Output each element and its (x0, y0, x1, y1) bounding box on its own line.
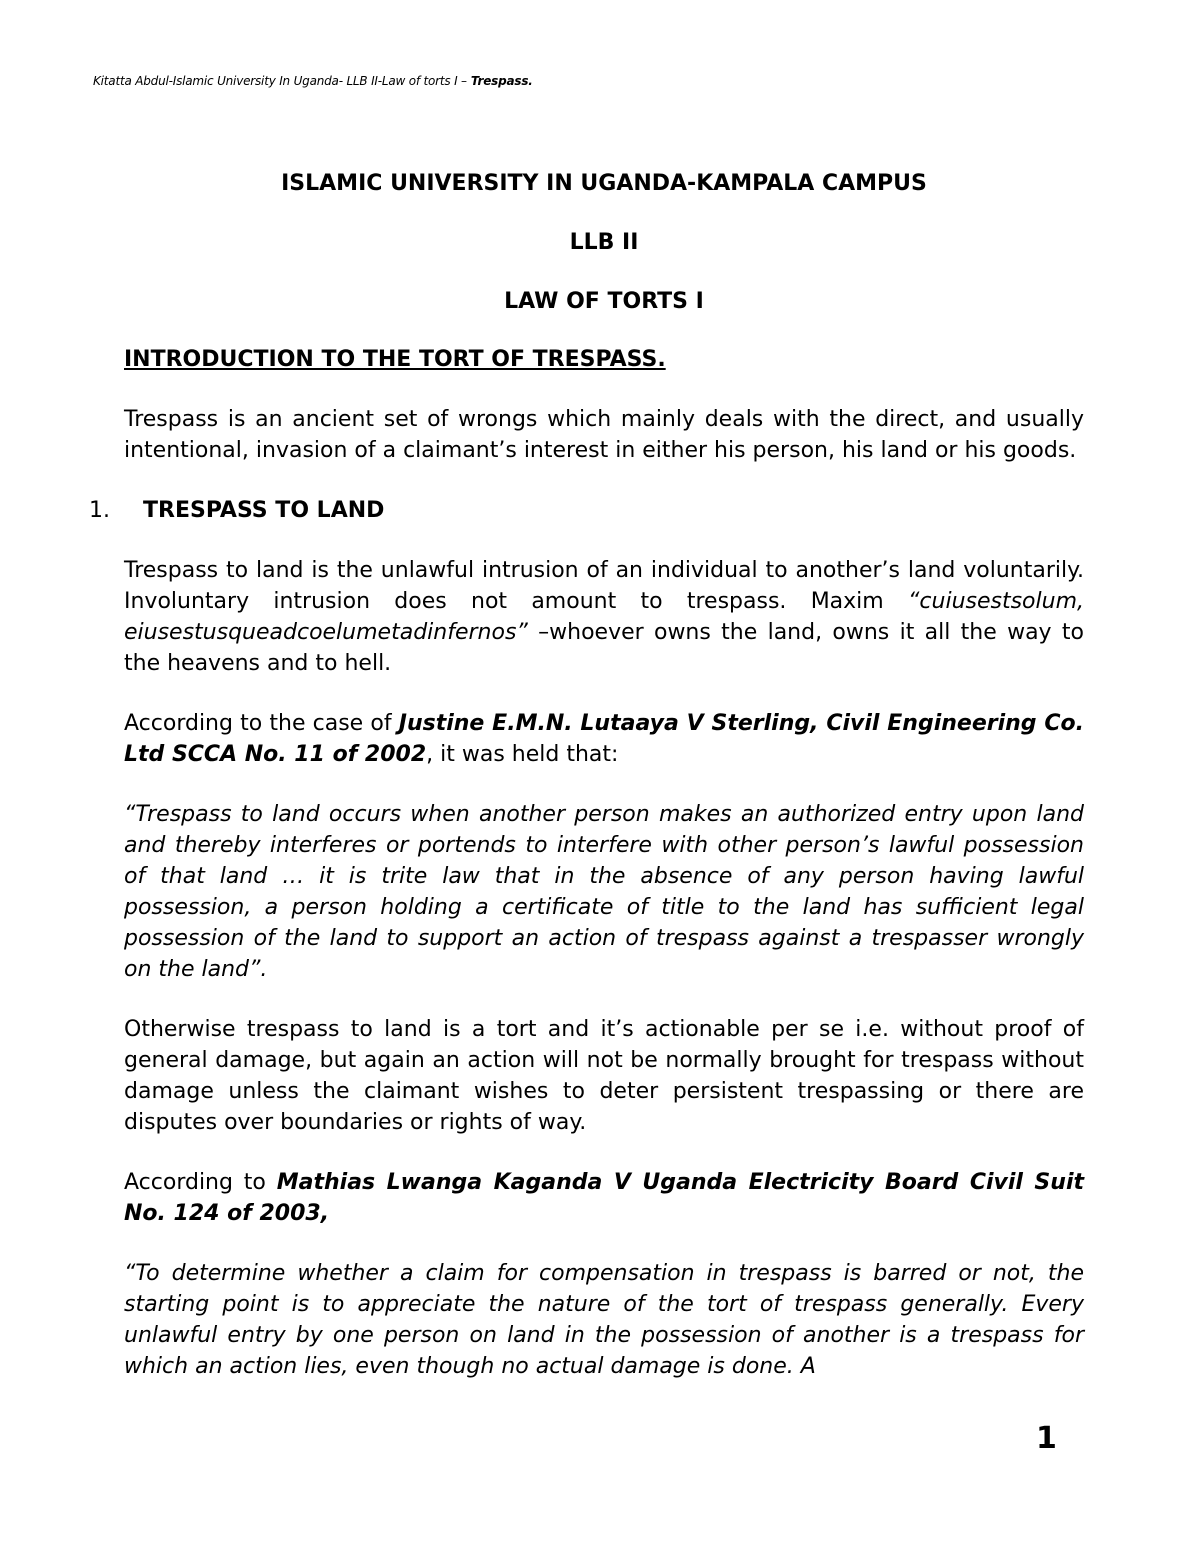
running-header-topic: Trespass. (466, 74, 533, 88)
maxim-explanation: –whoever owns the land, owns it all the way to the heavens and to hell. (124, 620, 1084, 676)
quote-lutaaya: “Trespass to land occurs when another person makes an authorized entry upon land and thereby interferes or portends to interfere with other person’s lawful possession of that land … it is trite law that in the absence of any person having lawful possession, a person holding a certificate of title to the land has sufficient legal possession of the land to support an action of trespass against a trespasser wrongly on the land”. (124, 802, 1084, 982)
section-number: 1. (89, 498, 110, 523)
case-paragraph-kaganda (124, 1167, 1084, 1229)
page-number: 1 (1036, 1421, 1057, 1456)
latin-maxim: “cuiusestsolum, eiusestusqueadcoelumetadinfernos” (124, 589, 1084, 645)
intro-heading: INTRODUCTION TO THE TORT OF TRESPASS. (124, 347, 666, 372)
case-paragraph-lutaaya (124, 708, 1084, 770)
case-citation-kaganda: Mathias Lwanga Kaganda V Uganda Electricity Board Civil Suit No. 124 of 2003, (124, 1170, 1084, 1226)
definition-text: Trespass to land is the unlawful intrusion of an individual to another’s land voluntarily. Involuntary intrusion does not amount to trespass. Maxim (124, 558, 1084, 614)
section-heading-trespass-to-land (89, 495, 1084, 526)
section-title: TRESPASS TO LAND (143, 498, 385, 523)
case-citation-lutaaya: Justine E.M.N. Lutaaya V Sterling, Civil Engineering Co. Ltd SCCA No. 11 of 2002 (124, 711, 1084, 767)
university-title: ISLAMIC UNIVERSITY IN UGANDA-KAMPALA CAMPUS (281, 171, 927, 196)
case-held-text: , it was held that: (426, 742, 619, 767)
quote-kaganda: “To determine whether a claim for compensation in trespass is barred or not, the starting point is to appreciate the nature of the tort of trespass generally. Every unlawful entry by one person on land in the possession of another is a trespass for which an action lies, even though no actual damage is done. A (124, 1261, 1084, 1379)
course-name: LAW OF TORTS I (504, 289, 704, 314)
running-header (93, 74, 533, 88)
definition-paragraph (124, 555, 1084, 679)
case-intro-text-2: According to (124, 1170, 277, 1195)
running-header-text: Kitatta Abdul-Islamic University In Uganda- LLB II-Law of torts I – (93, 74, 467, 88)
course-level: LLB II (569, 230, 639, 255)
document-body (89, 168, 1084, 1382)
case-intro-text: According to the case of (124, 711, 399, 736)
actionable-per-se-paragraph: Otherwise trespass to land is a tort and it’s actionable per se i.e. without proof of general damage, but again an action will not be normally brought for trespass without damage unless the claimant wishes to deter persistent trespassing or there are disputes over boundaries or rights of way. (124, 1017, 1084, 1135)
intro-paragraph: Trespass is an ancient set of wrongs which mainly deals with the direct, and usually intentional, invasion of a claimant’s interest in either his person, his land or his goods. (124, 407, 1084, 463)
